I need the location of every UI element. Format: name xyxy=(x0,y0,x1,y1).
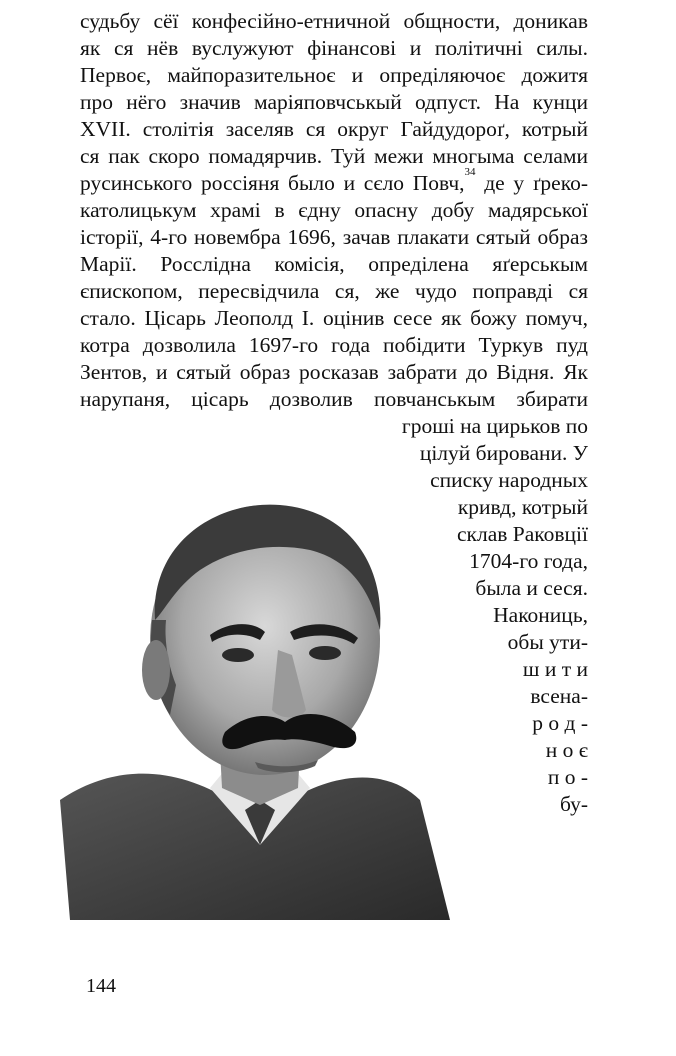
text-line: Накониць, xyxy=(493,603,588,627)
text-line: бу- xyxy=(559,792,588,816)
portrait-photo xyxy=(60,470,460,920)
text-line: н о є xyxy=(545,738,588,762)
text-line: п о - xyxy=(547,765,588,789)
text-line: єпископом, пересвідчила ся, же чудо поправді ся xyxy=(80,279,588,303)
text-line: цілуй бировани. У xyxy=(419,441,588,465)
text-line: XVII. столітія заселяв ся округ Гайдудороґ, котрый xyxy=(80,117,588,141)
text-line: гроші на цирьков по xyxy=(401,414,588,438)
text-line: всена- xyxy=(530,684,588,708)
text-line: католицькум храмі в єдну опасну добу мадярської xyxy=(80,198,588,222)
text-line: была и сеся. xyxy=(475,576,588,600)
text-line xyxy=(80,165,588,196)
footnote-ref: 34 xyxy=(464,165,476,178)
text-line: як ся нёв вуслужуют фінансові и політичні силы. xyxy=(80,36,588,60)
text-line: ся пак скоро помадярчив. Туй межи многыма селами xyxy=(80,144,588,168)
text-line: обы ути- xyxy=(507,630,588,654)
text-line: судьбу сёї конфесійно-етничной общности, доникав xyxy=(80,9,588,33)
text-segment: русинського россіяня было и сєло Повч, xyxy=(80,171,465,195)
text-line: про нёго значив маріяповчськый одпуст. На кунци xyxy=(80,90,588,114)
text-line: нарупаня, цісарь дозволив повчанськым збирати xyxy=(80,387,588,411)
text-line: списку народных xyxy=(430,468,588,492)
text-line: р о д - xyxy=(532,711,588,735)
text-line: Марії. Россліднa комісія, опреділена яґерськым xyxy=(80,252,588,276)
text-line: 1704-го года, xyxy=(469,549,588,573)
text-line: склав Раковції xyxy=(457,522,588,546)
text-line: ш и т и xyxy=(522,657,588,681)
text-line: кривд, котрый xyxy=(457,495,588,519)
text-segment: де у ґреко- xyxy=(475,171,588,195)
text-line: стало. Цісарь Леополд I. оцінив сесе як божу помуч, xyxy=(80,306,588,330)
text-line: Зентов, и сятый образ роскaзав забрати до Відня. Як xyxy=(80,360,588,384)
text-line: історії, 4-го новембра 1696, зачав плакати сятый образ xyxy=(80,225,588,249)
page-number: 144 xyxy=(86,975,116,997)
text-line: котра дозволила 1697-го года побідити Туркув пуд xyxy=(80,333,588,357)
text-line: Первоє, майпоразительноє и опреділяючоє дожитя xyxy=(80,63,588,87)
